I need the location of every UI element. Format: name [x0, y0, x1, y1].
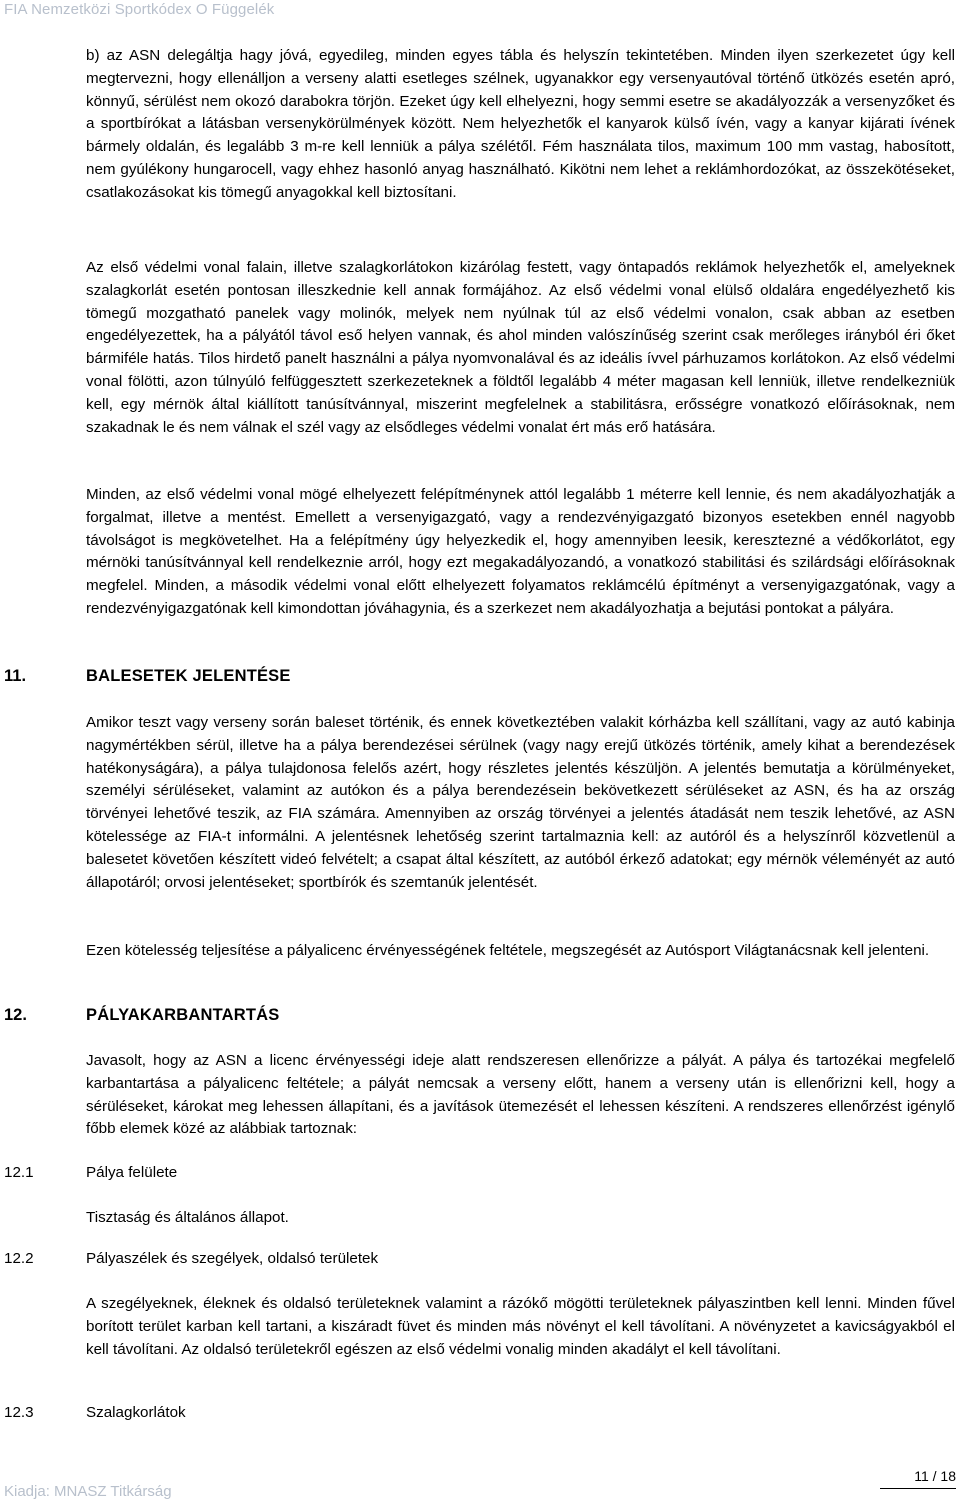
subsection-title-edges-kerbs: Pályaszélek és szegélyek, oldalsó területek — [86, 1250, 379, 1267]
subsection-number-12-1: 12.1 — [4, 1164, 34, 1181]
header-title: FIA Nemzetközi Sportkódex O Függelék — [4, 1, 275, 18]
paragraph-license-condition: Ezen kötelesség teljesítése a pályalicenc érvényességének feltétele, megszegését az Autósport Világtanácsnak kell jelenteni. — [86, 942, 930, 959]
paragraph-track-surface: Tisztaság és általános állapot. — [86, 1209, 289, 1226]
section-number-11: 11. — [4, 667, 27, 685]
footer-divider — [880, 1488, 956, 1489]
footer-publisher: Kiadja: MNASZ Titkárság — [4, 1483, 172, 1500]
subsection-title-guardrails: Szalagkorlátok — [86, 1404, 186, 1421]
subsection-number-12-2: 12.2 — [4, 1250, 34, 1267]
paragraph-advertising-structures: b) az ASN delegáltja hagy jóvá, egyedileg, minden egyes tábla és helyszín tekintetében. Minden ilyen szerkezetet úgy kell megtervezni, hogy ellenálljon a verseny alatti esetleges szélnek, ugyanakkor egy versenyautóval történő ütközés esetén apró, könnyű, sérülést nem okozó darabokra törjön. Ezeket úgy kell elhelyezni, hogy semmi esetre se akadályozzák a versenyzőket és a sportbírókat a látásban versenykörülmények között. Nem helyezhetők el kanyarok külső ívén, vagy a kanyar kijárati ívének bármely oldalán, és legalább 3 m-re kell lenniük a pálya szélétől. Fém használata tilos, maximum 100 mm vastag, habosított, nem gyúlékony hungarocell, vagy ehhez hasonló anyag használható. Kikötni nem lehet a reklámhordozókat, az összekötéseket, csatlakozásokat kis tömegű anyagokkal kell biztosítani. — [86, 47, 955, 201]
section-title-accident-reports: BALESETEK JELENTÉSE — [86, 667, 291, 685]
subsection-title-track-surface: Pálya felülete — [86, 1164, 178, 1181]
page-number: 11 / 18 — [914, 1468, 956, 1484]
section-title-track-maintenance: PÁLYAKARBANTARTÁS — [86, 1006, 280, 1024]
subsection-number-12-3: 12.3 — [4, 1404, 34, 1421]
paragraph-edges-kerbs: A szegélyeknek, éleknek és oldalsó területeknek valamint a rázókő mögötti területeknek pályaszintben kell lenni. Minden fűvel borított terület karban kell tartani, a kiszáradt füvet és minden más növényt el kell távolítani. A növényzetet a kavicságyakból el kell távolítani. Az oldalsó területekről egészen az első védelmi vonalig minden akadályt el kell távolítani. — [86, 1295, 955, 1358]
paragraph-first-line-advertising: Az első védelmi vonal falain, illetve szalagkorlátokon kizárólag festett, vagy öntapadós reklámok helyezhetők el, amelyeknek szalagkorlát esetén pontosan illeszkednie kell annak formájához. Az első védelmi vonal elülső oldalára engedélyezhető kis tömegű mozgatható panelek vagy molinók, melyek nem nyúlnak túl az első védelmi vonalon, csak abban az esetben engedélyezettek, ha a pályától távol eső helyen vannak, és ahol minden valószínűség szerint csak merőleges irányból éri őket bármiféle hatás. Tilos hirdető panelt használni a pálya nyomvonalával és az ideális ívvel párhuzamos korlátokon. Az első védelmi vonal fölötti, azon túlnyúló felfüggesztett szerkezeteknek a földtől legalább 4 méter magasan kell lenniük, illetve rendelkezniük kell, egy mérnök által kiállított tanúsítvánnyal, miszerint megfelelnek a stabilitásra, erősségre vonatkozó előírásoknak, nem szakadnak le és nem válnak el szél vagy az elsődleges védelmi vonalat ért más erő hatására. — [86, 259, 955, 436]
paragraph-accident-report: Amikor teszt vagy verseny során baleset történik, és ennek következtében valakit kórházba kell szállítani, vagy az autó kabinja nagymértékben sérül, illetve ha a pálya berendezései sérülnek (vagy nagy erejű ütközés történik, amely kihat a berendezések hatékonyságára), a pálya tulajdonosa felelős azért, hogy részletes jelentés készüljön. A jelentés bemutatja a körülményeket, személyi sérüléseket, valamint az autókon és a pálya berendezésein bekövetkezett sérüléseket az ASN, és ha az ország törvényei lehetővé teszik, az FIA számára. Amennyiben az ország törvényei a jelentés átadását nem teszik lehetővé, az ASN kötelessége az FIA-t informálni. A jelentésnek lehetőség szerint tartalmaznia kell: az autóról és a helyszínről közvetlenül a balesetet követően készített videó felvételt; a csapat által készített, az autóból érkező adatokat; egy mérnök véleményét az autó állapotáról; orvosi jelentéseket; sportbírók és szemtanúk jelentését. — [86, 714, 955, 891]
paragraph-maintenance-intro: Javasolt, hogy az ASN a licenc érvényességi ideje alatt rendszeresen ellenőrizze a pályát. A pálya és tartozékai megfelelő karbantartása a pályalicenc feltétele; a pályát nemcsak a verseny előtt, hanem a verseny után is ellenőrizni kell, hogy a sérüléseket, károkat meg lehessen állapítani, és a javítások ütemezését el lehessen készíteni. A rendszeres ellenőrzést igénylő főbb elemek közé az alábbiak tartoznak: — [86, 1052, 955, 1138]
section-number-12: 12. — [4, 1006, 27, 1024]
page-header — [0, 0, 960, 24]
paragraph-structures-behind-barrier: Minden, az első védelmi vonal mögé elhelyezett felépítménynek attól legalább 1 méterre kell lennie, és nem akadályozhatják a forgalmat, illetve a mentést. Emellett a versenyigazgató, vagy a rendezvényigazgató bizonyos esetekben ennél nagyobb távolságot is megkövetelhet. Ha a felépítmény úgy helyezkedik el, hogy amennyiben leesik, keresztezné a védőkorlátot, egy mérnöki tanúsítvánnyal kell rendelkeznie arról, hogy ezt megakadályozandó, a vonatkozó stabilitási és szilárdsági előírásoknak megfelel. Minden, a második védelmi vonal előtt elhelyezett folyamatos reklámcélú építményt a versenyigazgatónak, vagy a rendezvényigazgatónak kell kimondottan jóváhagynia, és a szerkezet nem akadályozhatja a bejutási pontokat a pályára. — [86, 486, 955, 617]
